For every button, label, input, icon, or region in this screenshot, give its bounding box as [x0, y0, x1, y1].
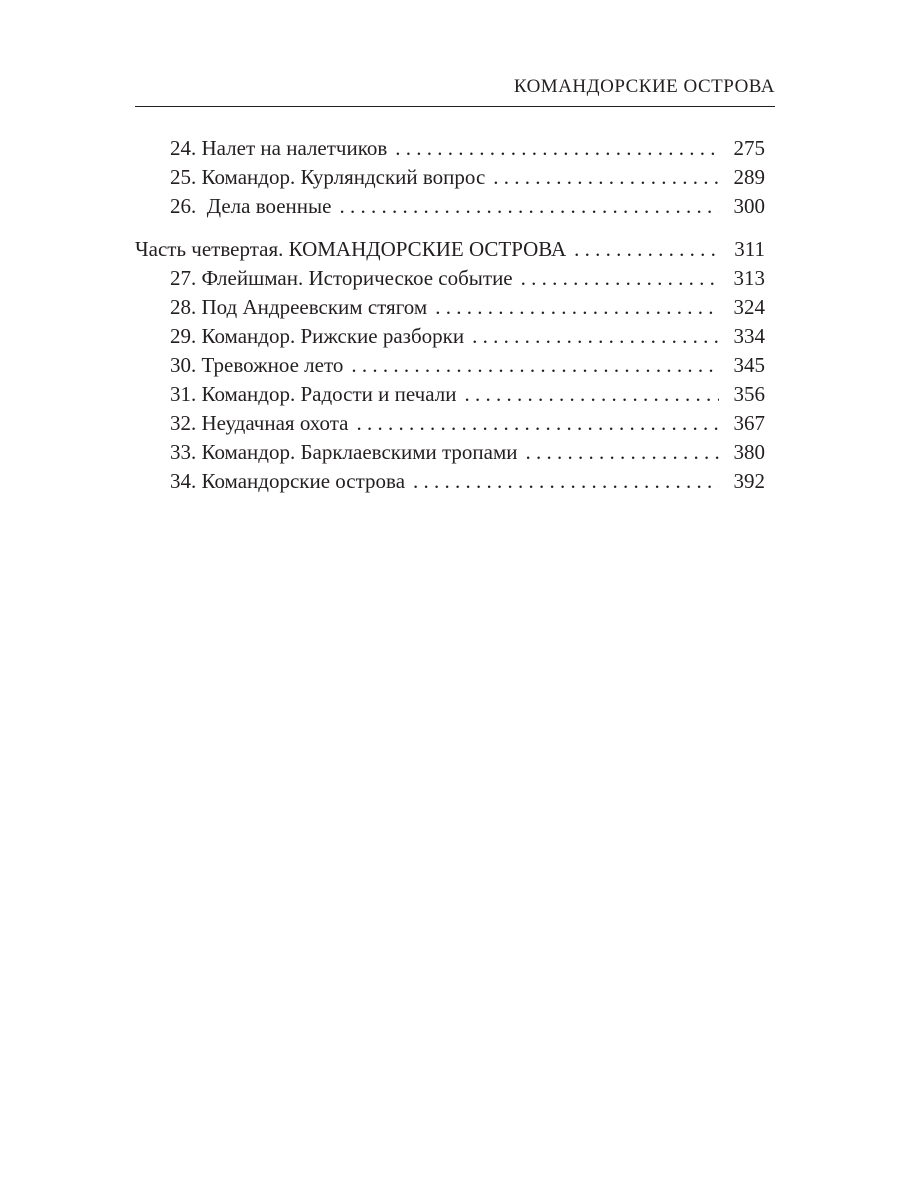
toc-entry-title: 26. Дела военные	[170, 194, 332, 218]
toc-entry-title: 34. Командорские острова	[170, 469, 406, 493]
toc-entry-page: 392	[733, 469, 765, 493]
running-header: КОМАНДОРСКИЕ ОСТРОВА	[135, 72, 775, 107]
toc-entry-32[interactable]	[135, 409, 765, 438]
toc-part-title: Часть четвертая. КОМАНДОРСКИЕ ОСТРОВА	[135, 237, 567, 261]
toc-part-four[interactable]	[135, 235, 765, 264]
toc-entry-page: 324	[733, 295, 765, 319]
toc-entry-29[interactable]	[135, 322, 765, 351]
toc-entry-page: 334	[733, 324, 765, 348]
dot-leader	[472, 322, 719, 351]
dot-leader	[395, 134, 719, 163]
toc-entry-33[interactable]	[135, 438, 765, 467]
dot-leader	[339, 192, 719, 221]
toc-entry-31[interactable]	[135, 380, 765, 409]
toc-entry-28[interactable]	[135, 293, 765, 322]
toc-entry-title: 33. Командор. Барклаевскими тропами	[170, 440, 518, 464]
dot-leader	[493, 163, 719, 192]
toc-entry-title: 30. Тревожное лето	[170, 353, 344, 377]
toc-entry-page: 313	[733, 266, 765, 290]
toc-entry-page: 300	[733, 194, 765, 218]
toc-entry-title: 27. Флейшман. Историческое событие	[170, 266, 513, 290]
dot-leader	[357, 409, 720, 438]
toc-entry-page: 289	[733, 165, 765, 189]
toc-entry-title: 24. Налет на налетчиков	[170, 136, 388, 160]
toc-entry-title: 29. Командор. Рижские разборки	[170, 324, 465, 348]
dot-leader	[435, 293, 719, 322]
toc-entry-page: 345	[733, 353, 765, 377]
toc-entry-25[interactable]	[135, 163, 765, 192]
toc-entry-30[interactable]	[135, 351, 765, 380]
toc-entry-page: 367	[733, 411, 765, 435]
toc-group-part-three-end	[135, 134, 765, 221]
table-of-contents	[135, 134, 765, 496]
dot-leader	[521, 264, 719, 293]
toc-entry-page: 356	[733, 382, 765, 406]
toc-part-page: 311	[734, 237, 765, 261]
dot-leader	[574, 235, 719, 264]
toc-entry-page: 275	[733, 136, 765, 160]
dot-leader	[351, 351, 719, 380]
dot-leader	[464, 380, 719, 409]
toc-entry-title: 28. Под Андреевским стягом	[170, 295, 428, 319]
toc-entry-title: 31. Командор. Радости и печали	[170, 382, 457, 406]
toc-entry-24[interactable]	[135, 134, 765, 163]
toc-entry-title: 32. Неудачная охота	[170, 411, 349, 435]
toc-entry-34[interactable]	[135, 467, 765, 496]
toc-entry-page: 380	[733, 440, 765, 464]
toc-entry-26[interactable]	[135, 192, 765, 221]
toc-entry-27[interactable]	[135, 264, 765, 293]
dot-leader	[413, 467, 719, 496]
dot-leader	[526, 438, 719, 467]
toc-group-part-four	[135, 235, 765, 496]
toc-entry-title: 25. Командор. Курляндский вопрос	[170, 165, 486, 189]
